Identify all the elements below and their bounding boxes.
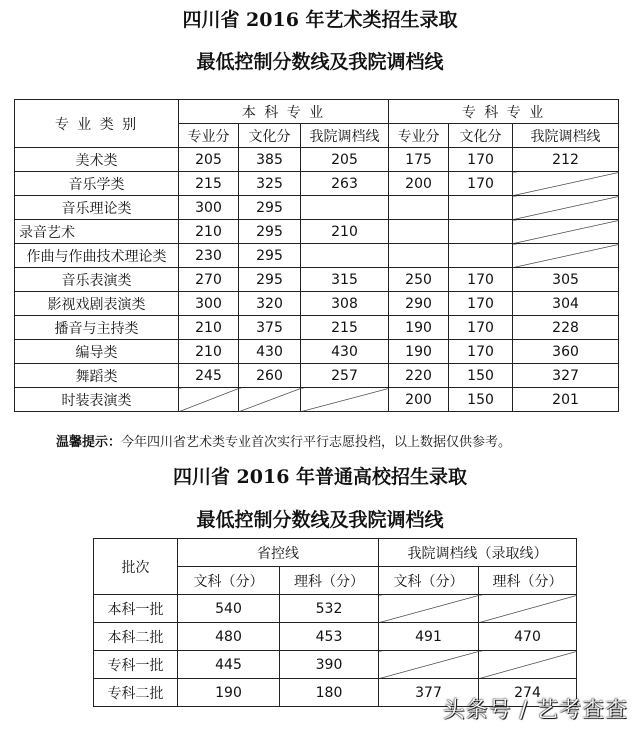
- score-cell: 170: [449, 292, 513, 316]
- general-admission-subtitle: 最低控制分数线及我院调档线: [196, 509, 444, 531]
- score-cell: 228: [513, 316, 619, 340]
- score-cell: 445: [178, 651, 280, 679]
- score-cell: 260: [239, 364, 301, 388]
- table-row: [15, 244, 619, 268]
- category-cell: 舞蹈类: [15, 364, 179, 388]
- watermark: 头条号 / 艺考查查: [442, 698, 628, 723]
- score-cell: 300: [179, 292, 239, 316]
- score-cell: 170: [449, 172, 513, 196]
- score-cell: 377: [379, 679, 479, 707]
- empty-cell: [449, 220, 513, 244]
- table-header-row: [15, 100, 619, 124]
- score-cell: 295: [239, 268, 301, 292]
- provincial-line-header: 省控线: [178, 539, 379, 567]
- batch-cell: 本科一批: [94, 595, 178, 623]
- score-cell: 205: [179, 148, 239, 172]
- art-score-table: [14, 99, 619, 412]
- score-cell: 200: [389, 172, 449, 196]
- score-cell: 215: [179, 172, 239, 196]
- score-cell: 295: [239, 220, 301, 244]
- score-cell: 360: [513, 340, 619, 364]
- table-row: [15, 220, 619, 244]
- tip-text: 今年四川省艺术类专业首次实行平行志愿投档，以上数据仅供参考。: [121, 435, 512, 450]
- score-cell: 320: [239, 292, 301, 316]
- undergraduate-group-header: 本 科 专 业: [179, 100, 389, 124]
- score-cell: 190: [178, 679, 280, 707]
- empty-diagonal-cell: [179, 388, 239, 412]
- score-cell: 295: [239, 244, 301, 268]
- junior-college-group-header: 专 科 专 业: [389, 100, 619, 124]
- category-cell: 音乐学类: [15, 172, 179, 196]
- score-cell: 170: [449, 316, 513, 340]
- col-header: 文化分: [239, 124, 301, 148]
- table-row: [15, 292, 619, 316]
- table-row: [15, 340, 619, 364]
- col-header: 文科（分）: [379, 567, 479, 595]
- col-header: 文科（分）: [178, 567, 280, 595]
- score-cell: 390: [280, 651, 379, 679]
- empty-cell: [389, 220, 449, 244]
- score-cell: 230: [179, 244, 239, 268]
- col-header: 理科（分）: [280, 567, 379, 595]
- empty-diagonal-cell: [479, 651, 577, 679]
- score-cell: 212: [513, 148, 619, 172]
- score-cell: 290: [389, 292, 449, 316]
- empty-diagonal-cell: [379, 595, 479, 623]
- empty-diagonal-cell: [513, 220, 619, 244]
- score-cell: 200: [389, 388, 449, 412]
- score-cell: 274: [479, 679, 577, 707]
- score-cell: 305: [513, 268, 619, 292]
- category-cell: 音乐理论类: [15, 196, 179, 220]
- score-cell: 532: [280, 595, 379, 623]
- empty-diagonal-cell: [513, 172, 619, 196]
- empty-cell: [389, 196, 449, 220]
- empty-diagonal-cell: [301, 388, 389, 412]
- category-cell: 编导类: [15, 340, 179, 364]
- empty-cell: [449, 244, 513, 268]
- score-cell: 215: [301, 316, 389, 340]
- college-line-header: 我院调档线（录取线）: [379, 539, 577, 567]
- col-header: 我院调档线: [513, 124, 619, 148]
- score-cell: 300: [179, 196, 239, 220]
- category-cell: 录音艺术: [15, 220, 179, 244]
- category-cell: 作曲与作曲技术理论类: [15, 244, 179, 268]
- score-cell: 150: [449, 388, 513, 412]
- score-cell: 385: [239, 148, 301, 172]
- score-cell: 308: [301, 292, 389, 316]
- empty-diagonal-cell: [513, 196, 619, 220]
- empty-diagonal-cell: [479, 595, 577, 623]
- table-row: [15, 388, 619, 412]
- art-admission-title: 四川省 2016 年艺术类招生录取: [182, 9, 458, 31]
- empty-cell: [301, 244, 389, 268]
- score-cell: 480: [178, 623, 280, 651]
- score-cell: 180: [280, 679, 379, 707]
- score-cell: 540: [178, 595, 280, 623]
- score-cell: 220: [389, 364, 449, 388]
- category-header: 专 业 类 别: [15, 100, 179, 148]
- score-cell: 430: [239, 340, 301, 364]
- tip-note: [56, 431, 511, 450]
- category-cell: 播音与主持类: [15, 316, 179, 340]
- score-cell: 190: [389, 316, 449, 340]
- score-cell: 210: [179, 340, 239, 364]
- table-row: [94, 623, 577, 651]
- score-cell: 470: [479, 623, 577, 651]
- score-cell: 304: [513, 292, 619, 316]
- score-cell: 170: [449, 268, 513, 292]
- tip-label: 温馨提示：: [56, 435, 122, 450]
- score-cell: 201: [513, 388, 619, 412]
- category-cell: 时装表演类: [15, 388, 179, 412]
- col-header: 文化分: [449, 124, 513, 148]
- score-cell: 245: [179, 364, 239, 388]
- score-cell: 205: [301, 148, 389, 172]
- score-cell: 270: [179, 268, 239, 292]
- art-admission-subtitle: 最低控制分数线及我院调档线: [196, 51, 444, 73]
- score-cell: 257: [301, 364, 389, 388]
- score-cell: 210: [179, 220, 239, 244]
- category-cell: 影视戏剧表演类: [15, 292, 179, 316]
- batch-cell: 本科二批: [94, 623, 178, 651]
- general-admission-title: 四川省 2016 年普通高校招生录取: [172, 466, 468, 488]
- table-row: [15, 148, 619, 172]
- category-cell: 音乐表演类: [15, 268, 179, 292]
- score-cell: 430: [301, 340, 389, 364]
- score-cell: 315: [301, 268, 389, 292]
- score-cell: 190: [389, 340, 449, 364]
- empty-diagonal-cell: [239, 388, 301, 412]
- general-score-table: [93, 538, 577, 707]
- table-row: [15, 364, 619, 388]
- empty-diagonal-cell: [513, 244, 619, 268]
- score-cell: 295: [239, 196, 301, 220]
- col-header: 专业分: [389, 124, 449, 148]
- batch-header: 批次: [94, 539, 178, 595]
- table-row: [15, 172, 619, 196]
- score-cell: 375: [239, 316, 301, 340]
- empty-cell: [449, 196, 513, 220]
- empty-cell: [389, 244, 449, 268]
- score-cell: 150: [449, 364, 513, 388]
- empty-cell: [301, 196, 389, 220]
- score-cell: 250: [389, 268, 449, 292]
- score-cell: 175: [389, 148, 449, 172]
- score-cell: 210: [301, 220, 389, 244]
- batch-cell: 专科二批: [94, 679, 178, 707]
- table-row: [15, 268, 619, 292]
- score-cell: 327: [513, 364, 619, 388]
- col-header: 理科（分）: [479, 567, 577, 595]
- score-cell: 170: [449, 340, 513, 364]
- table-row: [94, 651, 577, 679]
- category-cell: 美术类: [15, 148, 179, 172]
- score-cell: 170: [449, 148, 513, 172]
- score-cell: 325: [239, 172, 301, 196]
- score-cell: 491: [379, 623, 479, 651]
- score-cell: 263: [301, 172, 389, 196]
- table-row: [15, 316, 619, 340]
- empty-diagonal-cell: [379, 651, 479, 679]
- batch-cell: 专科一批: [94, 651, 178, 679]
- col-header: 我院调档线: [301, 124, 389, 148]
- table-row: [94, 595, 577, 623]
- table-row: [15, 196, 619, 220]
- score-cell: 210: [179, 316, 239, 340]
- table-header-row: [94, 539, 577, 567]
- col-header: 专业分: [179, 124, 239, 148]
- score-cell: 453: [280, 623, 379, 651]
